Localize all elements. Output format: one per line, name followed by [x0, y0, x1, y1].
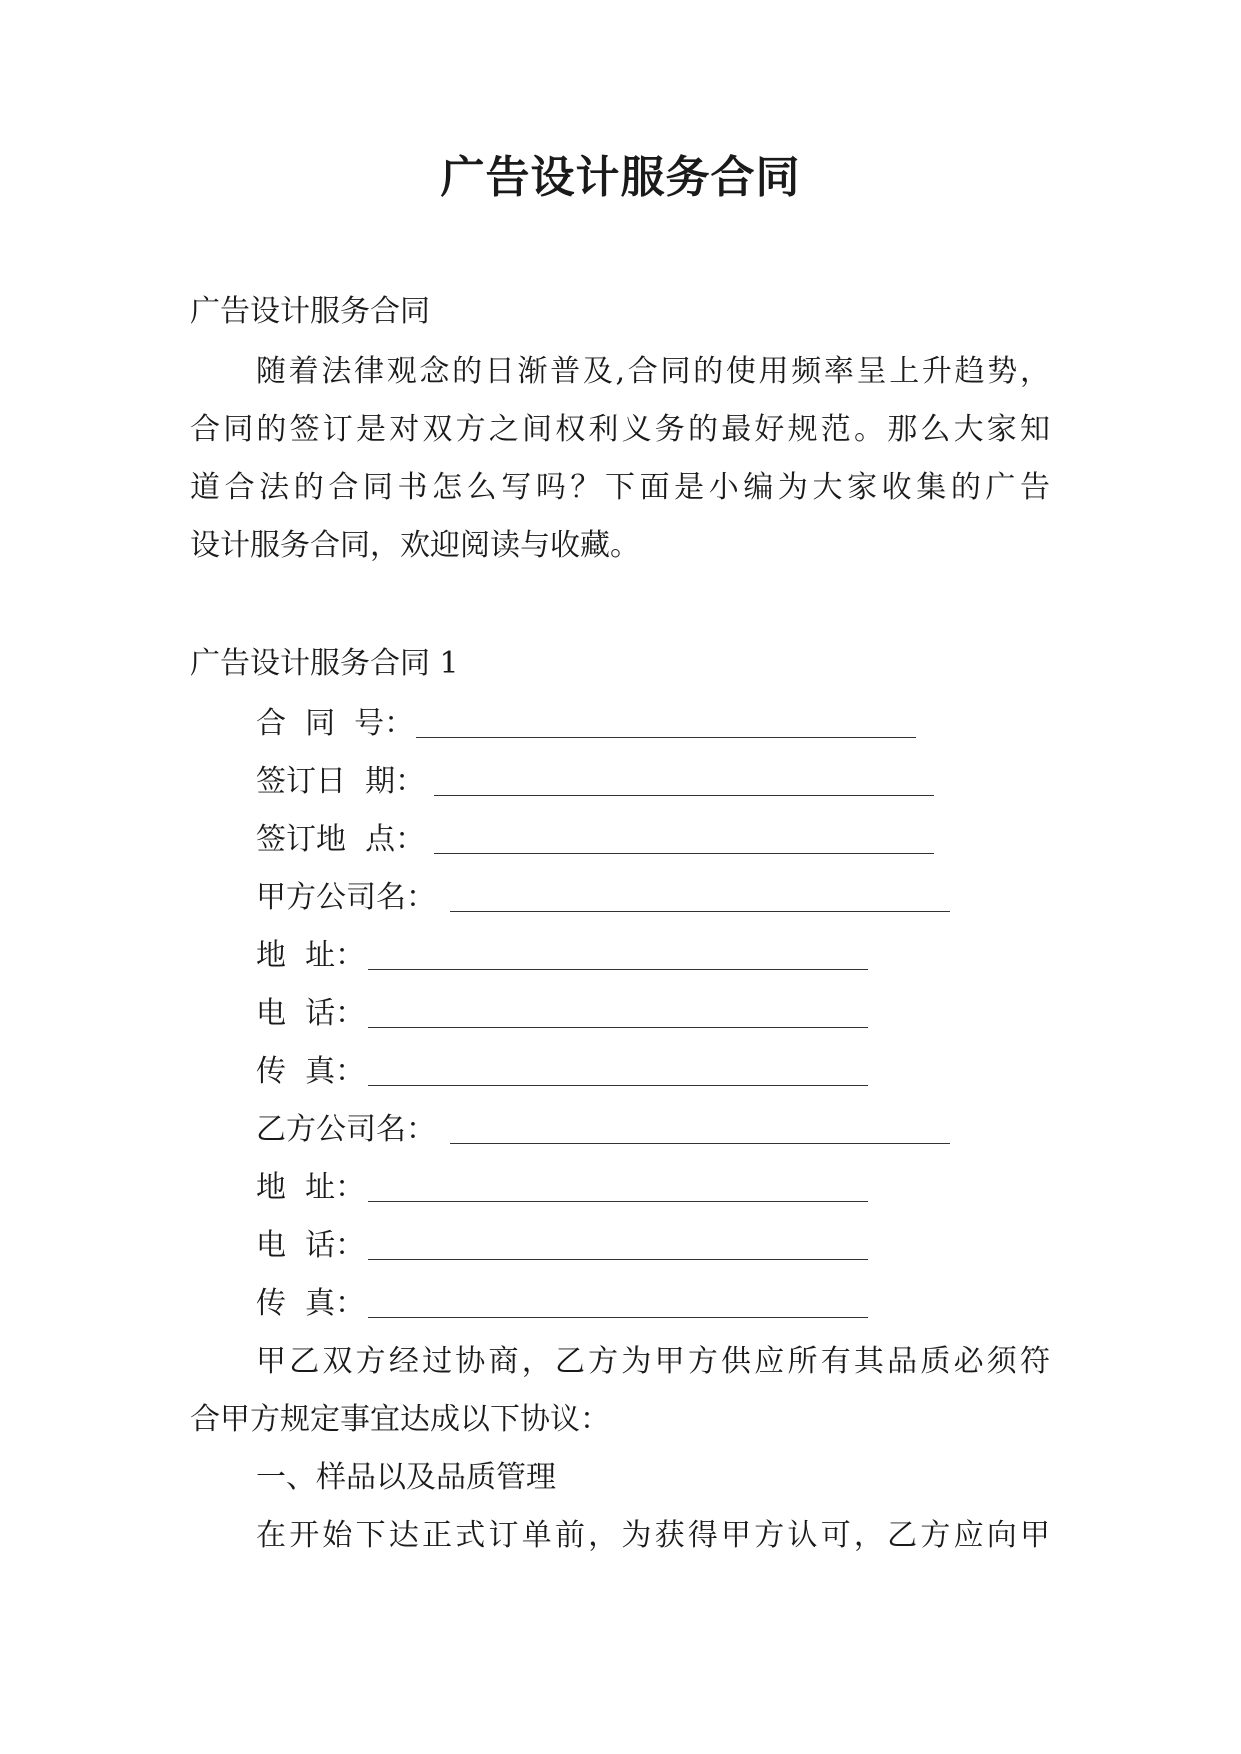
field-blank-line — [368, 1085, 868, 1086]
field-blank-line — [434, 853, 934, 854]
intro-paragraph-line: 设计服务合同，欢迎阅读与收藏。 — [190, 528, 640, 563]
field-blank-line — [450, 911, 950, 912]
party-b-company-field — [256, 1110, 436, 1150]
field-label: 地 址： — [256, 938, 366, 973]
field-blank-line — [434, 795, 934, 796]
intro-heading: 广告设计服务合同 — [190, 294, 430, 329]
field-label: 签订地 点： — [256, 822, 426, 857]
party-a-fax-field — [256, 1052, 365, 1092]
party-a-company-field — [256, 878, 436, 918]
contract-number-field — [256, 704, 414, 744]
field-label: 传 真： — [256, 1054, 366, 1089]
section-heading: 一、样品以及品质管理 — [256, 1460, 556, 1495]
field-label: 电 话： — [256, 1228, 366, 1263]
field-blank-line — [450, 1143, 950, 1144]
field-label: 签订日 期： — [256, 764, 426, 799]
intro-paragraph-line: 道合法的合同书怎么写吗？下面是小编为大家收集的广告 — [190, 470, 1050, 505]
field-blank-line — [368, 969, 868, 970]
field-blank-line — [368, 1201, 868, 1202]
field-label: 地 址： — [256, 1170, 366, 1205]
party-b-address-field — [256, 1168, 365, 1208]
field-label: 传 真： — [256, 1286, 366, 1321]
party-a-phone-field — [256, 994, 365, 1034]
field-blank-line — [368, 1259, 868, 1260]
field-blank-line — [368, 1027, 868, 1028]
party-b-fax-field — [256, 1284, 365, 1324]
party-a-address-field — [256, 936, 365, 976]
agreement-paragraph-line: 合甲方规定事宜达成以下协议： — [190, 1402, 610, 1437]
agreement-paragraph-line: 甲乙双方经过协商，乙方为甲方供应所有其品质必须符 — [256, 1344, 1050, 1379]
intro-paragraph-line: 随着法律观念的日渐普及,合同的使用频率呈上升趋势， — [256, 354, 1050, 389]
section-paragraph-line: 在开始下达正式订单前，为获得甲方认可，乙方应向甲 — [256, 1518, 1050, 1553]
signing-date-field — [256, 762, 425, 802]
field-blank-line — [416, 737, 916, 738]
intro-paragraph-line: 合同的签订是对双方之间权利义务的最好规范。那么大家知 — [190, 412, 1050, 447]
field-label: 电 话： — [256, 996, 366, 1031]
field-label: 乙方公司名： — [256, 1112, 436, 1147]
contract-heading: 广告设计服务合同 1 — [190, 646, 459, 681]
field-blank-line — [368, 1317, 868, 1318]
document-title: 广告设计服务合同 — [440, 152, 801, 203]
signing-place-field — [256, 820, 425, 860]
party-b-phone-field — [256, 1226, 365, 1266]
field-label: 合 同 号： — [256, 706, 415, 741]
field-label: 甲方公司名： — [256, 880, 436, 915]
